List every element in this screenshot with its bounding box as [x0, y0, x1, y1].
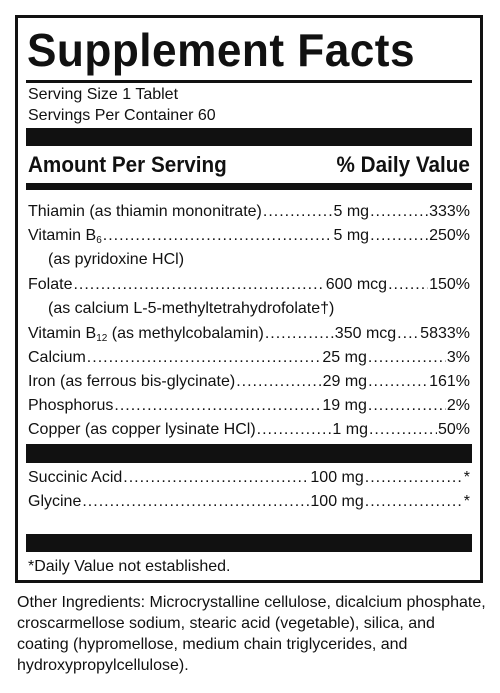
nutrient-amount: 5 mg: [333, 203, 370, 220]
nutrient-row-folate: [28, 274, 470, 295]
nutrient-row-glycine: [28, 491, 470, 512]
nutrient-amount: 600 mcg: [325, 276, 388, 293]
nutrient-dv: 161%: [429, 373, 470, 390]
daily-value-header: % Daily Value: [336, 152, 470, 177]
nutrient-amount: 25 mg: [322, 349, 367, 366]
nutrient-name: Phosphorus: [28, 397, 114, 414]
servings-per-container: Servings Per Container 60: [28, 107, 216, 124]
nutrient-name: Thiamin (as thiamin mononitrate): [28, 203, 262, 220]
nutrient-name: Vitamin $B_{12}$ (as methylcobalamin): [28, 325, 264, 344]
nutrient-name: Calcium: [28, 349, 86, 366]
nutrient-row-vitamin-b12: [28, 323, 470, 344]
nutrient-name: Glycine: [28, 493, 82, 510]
nutrient-dv: *: [463, 469, 470, 486]
thick-rule-top: [26, 128, 472, 146]
nutrient-name: Iron (as ferrous bis-glycinate): [28, 373, 236, 390]
nutrient-amount: 350 mcg: [334, 325, 397, 342]
nutrient-dv: *: [463, 493, 470, 510]
supplement-facts-panel: [15, 15, 483, 583]
nutrient-detail: (as pyridoxine HCl): [48, 251, 185, 268]
nutrient-row-calcium: [28, 347, 470, 368]
nutrient-amount: 29 mg: [322, 373, 368, 390]
serving-size: Serving Size 1 Tablet: [28, 86, 179, 103]
nutrient-row-iron: [28, 371, 470, 392]
nutrient-amount: 100 mg: [310, 493, 364, 510]
nutrient-dv: 5833%: [420, 325, 470, 342]
nutrient-row-succinic-acid: [28, 467, 470, 488]
nutrient-row-phosphorus: [28, 395, 470, 416]
nutrient-amount: 5 mg: [333, 227, 370, 244]
nutrient-amount: 100 mg: [310, 469, 364, 486]
nutrient-row-vitamin-b6: [28, 225, 470, 246]
thick-rule-bottom: [26, 534, 472, 552]
column-header: [28, 151, 470, 179]
nutrient-amount: 1 mg: [332, 421, 368, 438]
nutrient-name: Folate: [28, 276, 73, 293]
nutrient-name: Succinic Acid: [28, 469, 123, 486]
other-ingredients: Other Ingredients: Microcrystalline cellulose, dicalcium phosphate, croscarmellose sodium, stearic acid (vegetable), silica, and coating (hypromellose, medium chain triglycerides, and hydroxypropylcellulose).: [17, 594, 486, 674]
title-rule: [26, 80, 472, 83]
nutrient-dv: 333%: [429, 203, 470, 220]
nutrient-name: Vitamin $B_6$: [28, 227, 102, 246]
nutrient-dv: 250%: [429, 227, 470, 244]
header-rule: [26, 183, 472, 190]
panel-title: Supplement Facts: [27, 24, 416, 76]
nutrient-row-copper: [28, 419, 470, 440]
nutrient-row-thiamin: [28, 201, 470, 222]
nutrient-dv: 150%: [429, 276, 470, 293]
nutrient-dv: 3%: [446, 349, 470, 366]
nutrient-name: Copper (as copper lysinate HCl): [28, 421, 256, 438]
daily-value-footnote: *Daily Value not established.: [28, 558, 231, 575]
nutrient-amount: 19 mg: [322, 397, 367, 414]
nutrient-dv: 50%: [437, 421, 470, 438]
thick-rule-middle: [26, 444, 472, 463]
amount-per-serving-header: Amount Per Serving: [28, 152, 227, 177]
nutrient-dv: 2%: [446, 397, 470, 414]
nutrient-detail: (as calcium L-5-methyltetrahydrofolate†): [48, 300, 335, 317]
